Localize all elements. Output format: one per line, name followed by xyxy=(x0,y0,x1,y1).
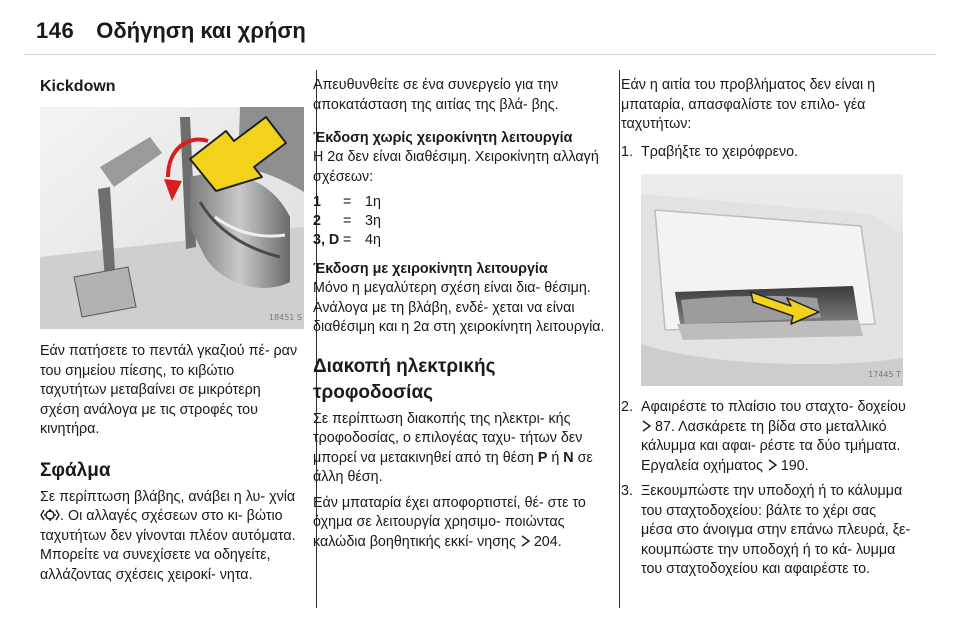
gear-value: 1η xyxy=(365,194,381,210)
ashtray-illustration xyxy=(641,174,903,386)
column-2 xyxy=(313,72,605,552)
step-number: 3. xyxy=(621,483,633,499)
step-text: Τραβήξτε το χειρόφρενο. xyxy=(641,143,799,160)
step-text xyxy=(641,398,911,476)
no-manual-heading: Έκδοση χωρίς χειροκίνητη λειτουργία xyxy=(313,130,573,146)
power-text xyxy=(313,410,605,488)
column-1 xyxy=(40,72,304,585)
gear-row xyxy=(313,212,605,231)
kickdown-illustration xyxy=(40,107,304,329)
power-heading: Διακοπή ηλεκτρικής τροφοδοσίας xyxy=(313,355,496,403)
gear-equals: = xyxy=(343,194,352,210)
fault-text-part1: Σε περίπτωση βλάβης, ανάβει η λυ- χνία xyxy=(40,488,296,505)
step2-page-ref-1[interactable]: 87. xyxy=(655,418,675,435)
battery-text xyxy=(313,494,605,553)
battery-page-ref[interactable]: 204. xyxy=(533,533,562,550)
gear-row xyxy=(313,193,605,212)
step2-part2: Λασκάρετε τη βίδα στο μεταλλικό κάλυμμα και αφαι- ρέστε τα δύο τμήματα. Εργαλεία οχήματος xyxy=(641,418,901,474)
step2-part1: Αφαιρέστε το πλαίσιο του σταχτο- δοχείου xyxy=(641,399,906,415)
transmission-warning-icon xyxy=(40,508,60,522)
fault-heading: Σφάλμα xyxy=(40,459,111,481)
manual-heading: Έκδοση με χειροκίνητη λειτουργία xyxy=(313,261,548,277)
fault-text xyxy=(40,488,304,586)
page-title: Οδήγηση και χρήση xyxy=(96,18,306,43)
step-3 xyxy=(621,482,911,580)
gear-position: 2 xyxy=(313,213,321,229)
power-text-part1: Σε περίπτωση διακοπής της ηλεκτρι- κής τροφοδοσίας, ο επιλογέας ταχυ- τήτων δεν μπορεί να μετακινηθεί από τη θέση xyxy=(313,410,583,466)
step2-page-ref-2[interactable]: 190. xyxy=(780,457,809,474)
kickdown-heading: Kickdown xyxy=(40,78,116,95)
image-code: 18451 S xyxy=(268,312,302,322)
step-number: 2. xyxy=(621,399,633,415)
no-manual-text: Η 2α δεν είναι διαθέσιμη. Χειροκίνητη αλλαγή σχέσεων: xyxy=(313,149,599,185)
power-or: ή xyxy=(551,449,560,466)
page-header xyxy=(36,14,306,48)
workshop-text: Απευθυνθείτε σε ένα συνεργείο για την αποκατάσταση της αιτίας της βλά- βης. xyxy=(313,77,559,113)
gear-value: 4η xyxy=(365,232,381,248)
selector-n: N xyxy=(563,449,574,466)
selector-p: P xyxy=(537,449,548,466)
pedal-foot-drawing xyxy=(40,107,304,329)
manual-text: Μόνο η μεγαλύτερη σχέση είναι δια- θέσιμη. Ανάλογα με τη βλάβη, ενδέ- χεται να είναι διαθέσιμη και η 2α στη χειροκίνητη λειτουργία. xyxy=(313,280,605,335)
kickdown-text: Εάν πατήσετε το πεντάλ γκαζιού πέ- ραν του σημείου πίεσης, το κιβώτιο ταχυτήτων μεταβαίνει σε μικρότερη σχέση ανάλογα με τις στροφές του κινητήρα. xyxy=(40,343,298,437)
step-1 xyxy=(621,143,911,163)
column-3 xyxy=(621,72,911,580)
gear-position: 3, D xyxy=(313,232,340,248)
console-ashtray-drawing xyxy=(641,174,903,386)
step-number: 1. xyxy=(621,143,633,160)
fault-text-part2: . Οι αλλαγές σχέσεων στο κι- βώτιο ταχυτήτων δεν γίνονται πλέον αυτόματα. Μπορείτε να συνεχίσετε να οδηγείτε, αλλάζοντας σχέσεις χειροκί- νητα. xyxy=(40,508,296,583)
release-intro: Εάν η αιτία του προβλήματος δεν είναι η μπαταρία, απασφαλίστε τον επιλο- γέα ταχυτήτων: xyxy=(621,77,876,132)
page-number: 146 xyxy=(36,18,75,43)
step-2 xyxy=(621,398,911,476)
page-ref-icon xyxy=(520,535,531,547)
column-divider-2 xyxy=(619,70,620,608)
gear-value: 3η xyxy=(365,213,381,229)
gear-position: 1 xyxy=(313,194,321,210)
header-rule xyxy=(24,54,936,55)
gear-mapping-table xyxy=(313,193,605,250)
page-ref-icon xyxy=(641,420,652,432)
battery-text-body: Εάν μπαταρία έχει αποφορτιστεί, θέ- στε το όχημα σε λειτουργία χρησιμο- ποιώντας καλώδια βοηθητικής εκκί- νησης xyxy=(313,494,586,550)
step-text: Ξεκουμπώστε την υποδοχή ή το κάλυμμα του σταχτοδοχείου: βάλτε το χέρι σας μέσα στο άνοιγμα στην επάνω πλευρά, ξε- κουμπώστε την υποδοχή ή το κά- λυμμα του σταχτοδοχείου και αφαιρέστε το. xyxy=(641,483,911,577)
gear-equals: = xyxy=(343,232,352,248)
page-ref-icon xyxy=(767,459,778,471)
image-code: 17445 T xyxy=(868,369,901,379)
power-text-part2: σε άλλη θέση. xyxy=(313,449,593,485)
gear-equals: = xyxy=(343,213,352,229)
gear-row xyxy=(313,231,605,250)
